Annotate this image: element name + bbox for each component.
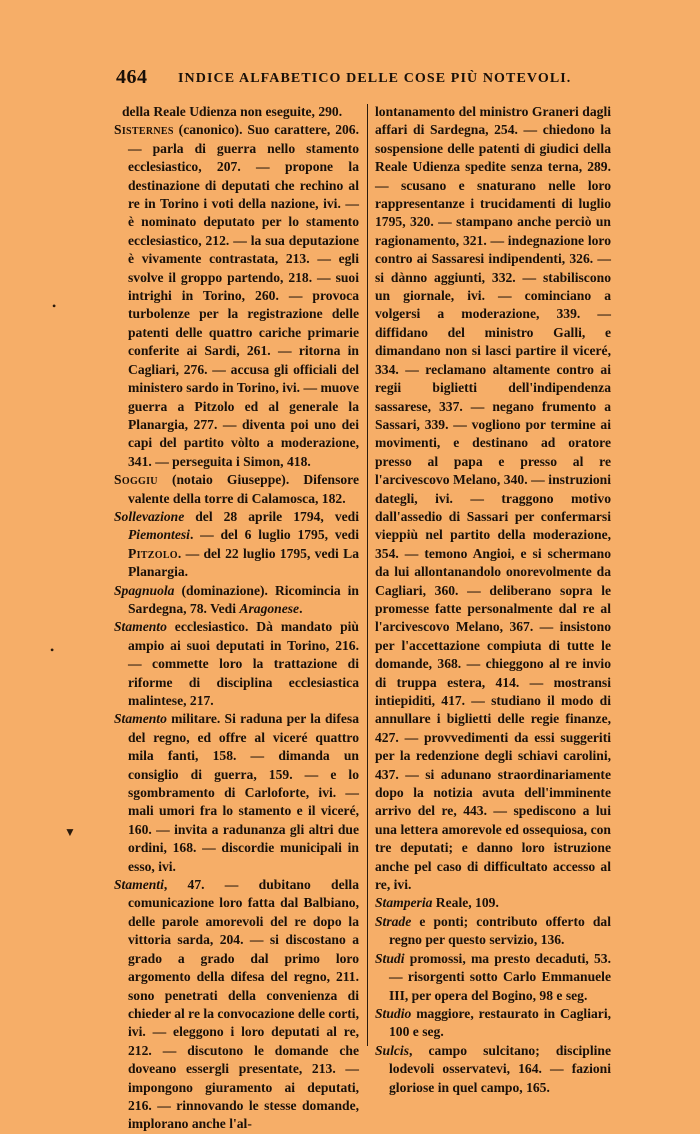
entry-headword: Stamento — [114, 711, 167, 727]
index-entry — [114, 121, 359, 471]
index-entry — [114, 618, 359, 710]
entry-text: . — del 6 luglio 1795, vedi — [189, 527, 359, 543]
entry-text: Reale, 109. — [432, 895, 499, 911]
entry-headword: Studio — [375, 1005, 412, 1021]
page-header — [116, 66, 656, 92]
entry-text: , campo sulcitano; discipline lodevoli osservatevi, 164. — fazioni gloriose in quel campo, 165. — [389, 1042, 611, 1095]
index-entry — [375, 950, 611, 1005]
page-number: 464 — [116, 66, 148, 88]
entry-headword: Sollevazione — [114, 508, 185, 524]
index-entry — [375, 894, 611, 912]
entry-text: (dominazione). Ricomincia in Sardegna, 78. Vedi — [128, 582, 359, 616]
entry-crossref: Aragonese — [239, 600, 300, 616]
entry-text: (canonico). Suo carattere, 206. — parla di guerra nello stamento ecclesiastico, 207. — propone la destinazione di deputati che rechino al re in Torino i voti della nazione, ivi. — è nominato deputato per lo stamento ecclesiastico, 212. — la sua deputazione è vivamente contrastata, 213. — egli svolve il groppo partendo, 218. — suoi intrighi in Torino, 260. — provoca turbolenze per la registrazione delle patenti delle quattro cariche primarie conferite ai Sardi, 261. — ritorna in Cagliari, 276. — accusa gli officiali del ministero sardo in Torino, ivi. — muove guerra a Pitzolo ed al generale la Planargia, 277. — diventa poi uno dei capi del partito vòlto a moderazione, 341. — perseguita i Simon, 418. — [128, 122, 359, 469]
entry-text: (notaio Giuseppe). Difensore valente della torre di Calamosca, 182. — [128, 472, 359, 506]
entry-text: ecclesiastico. Dà mandato più ampio ai suoi deputati in Torino, 216. — commette loro la trattazione di riforme di disciplina ecclesiastica malintese, 217. — [128, 619, 359, 708]
entry-headword: Soggiu — [114, 472, 158, 488]
entry-text: , 47. — dubitano della comunicazione loro fatta dal Balbiano, delle parole amorevoli del re dopo la vittoria sarda, 204. — si discostano a grado a grado dal primo loro argomento della difesa del regno, 211. sono penetrati della convenienza di chieder al re la convocazione delle corti, ivi. — eleggono i loro deputati al re, 212. — discutono le domande che doveano essergli presentate, 213. — impongono giuramento ai deputati, 216. — rinnovando le stesse domande, implorano anche l'al- — [128, 877, 359, 1132]
index-entry — [375, 913, 611, 950]
entry-headword: Strade — [375, 913, 412, 929]
entry-text: promossi, ma presto decaduti, 53. — risorgenti sotto Carlo Emmanuele III, per opera del Bogino, 98 e seg. — [389, 950, 611, 1003]
margin-mark: ▼ — [64, 825, 76, 839]
index-entry — [114, 582, 359, 619]
entry-text: militare. Si raduna per la difesa del regno, ed offre al viceré quattro mila fanti, 158. — dimanda un consiglio di guerra, 159. — e lo sgombramento di Carloforte, ivi. — mali umori fra lo stamento e il viceré, 160. — invita a radunanza gli altri due ordini, 168. — discordie municipali in esso, ivi. — [128, 711, 359, 874]
entry-crossref: Pitzolo — [128, 545, 178, 561]
index-entry — [114, 710, 359, 876]
running-title: INDICE ALFABETICO DELLE COSE PIÙ NOTEVOLI. — [178, 71, 572, 86]
index-entry — [375, 1042, 611, 1097]
entry-text: . — [299, 600, 303, 616]
entry-headword: Stamenti — [114, 877, 164, 893]
index-entry-continuation: della Reale Udienza non eseguite, 290. — [122, 104, 343, 119]
index-entry — [114, 876, 359, 1134]
entry-headword: Spagnuola — [114, 582, 175, 598]
index-column-left — [114, 103, 359, 1134]
index-entry — [114, 508, 359, 582]
entry-headword: Sulcis — [375, 1042, 409, 1058]
margin-mark: • — [50, 643, 55, 657]
index-column-right — [375, 103, 611, 1097]
entry-headword: Sisternes — [114, 122, 174, 138]
margin-mark: • — [52, 299, 57, 313]
entry-text: . — del 22 luglio 1795, vedi La Planargia. — [128, 545, 359, 580]
index-entry — [375, 1005, 611, 1042]
entry-headword: Stamperia — [375, 895, 433, 911]
column-divider — [367, 104, 368, 1046]
entry-headword: Stamento — [114, 619, 167, 635]
index-entry — [114, 471, 359, 508]
entry-headword: Studi — [375, 950, 405, 966]
entry-text: maggiore, restaurato in Cagliari, 100 e seg. — [389, 1005, 611, 1040]
entry-crossref: Piemontesi — [128, 527, 190, 543]
entry-text: del 28 aprile 1794, vedi — [184, 508, 359, 524]
index-entry-continuation: lontanamento del ministro Graneri dagli affari di Sardegna, 254. — chiedono la sospensione delle patenti di giudici della Reale Udienza spedite senza terna, 289. — scusano e snaturano nelle loro rappresentanze i trucidamenti di luglio 1795, 320. — stampano anche perciò un ragionamento, 321. — indegnazione loro contro ai Sassaresi indipendenti, 326. — si dànno aggiunti, 332. — stabiliscono un giornale, ivi. — cominciano a volgersi a moderazione, 339. — diffidano del ministro Galli, e dimandano non si lasci partire il viceré, 334. — reclamano altamente contro ai regii biglietti dell'indipendenza sassarese, 337. — negano frumento a Sassari, 339. — vogliono por termine ai movimenti, e destinano ad oratore presso al papa e presso al re l'arcivescovo Melano, 340. — instruzioni dategli, ivi. — traggono motivo dall'assedio di Sassari per confermarsi vieppiù nel partito della moderazione, 354. — temono Angioi, e si schermano da lui allontanandolo onorevolmente da Cagliari, 360. — deliberano sopra le promesse fatte personalmente dal re al l'arcivescovo Melano, 367. — insistono per l'accettazione compiuta di tutte le domande, 368. — chieggono al re invio di truppa estera, 414. — mostransi intiepiditi, 417. — studiano il modo di annullare i biglietti delle regie finanze, 427. — provvedimenti da essi suggeriti per la redenzione degli schiavi carolini, 437. — si adunano straordinariamente dopo la notizia avuta dell'imminente arrivo del re, 443. — spediscono a lui una lettera amorevole ed ossequiosa, con tre deputati; e danno loro istruzione anche pel caso di difficultato accesso al re, ivi. — [375, 104, 611, 893]
entry-text: e ponti; contributo offerto dal regno per questo servizio, 136. — [389, 913, 611, 948]
